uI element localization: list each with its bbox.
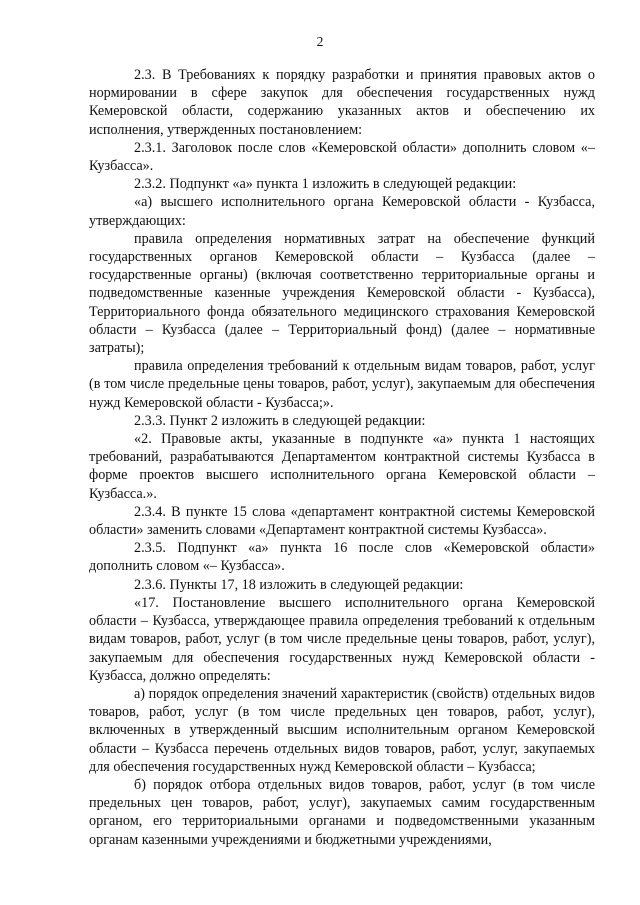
paragraph-point-2-text: «2. Правовые акты, указанные в подпункте «а» пункта 1 настоящих требований, разрабатываются Департаментом контрактной системы Кузбасса в форме проектов высшего исполнительного органа Кемеровской области – Кузбасса.». (89, 431, 595, 502)
paragraph-2-3-1: 2.3.1. Заголовок после слов «Кемеровской области» дополнить словом «– Кузбасса». (89, 139, 595, 175)
paragraph-point-17-a: а) порядок определения значений характеристик (свойств) отдельных видов товаров, работ, услуг (в том числе предельных цен товаров, работ, услуг), включенных в утвержденный высшим исполнительным органом Кемеровской области – Кузбасса перечень отдельных видов товаров, работ, услуг, закупаемых для обеспечения государственных нужд Кемеровской области – Кузбасса; (89, 685, 595, 775)
paragraph-2-3: 2.3. В Требованиях к порядку разработки и принятия правовых актов о нормировании в сфере закупок для обеспечения государственных нужд Кемеровской области, содержанию указанных актов и обеспечению их исполнения, утвержденных постановлением: (89, 67, 595, 138)
paragraph-point-17: «17. Постановление высшего исполнительного органа Кемеровской области – Кузбасса, утверждающее правила определения требований к отдельным видам товаров, работ, услуг (в том числе предельные цены товаров, работ, услуг), закупаемым для обеспечения государственных нужд Кемеровской области - Кузбасса, должно определять: (89, 594, 595, 684)
paragraph-normative-costs-rules: правила определения нормативных затрат на обеспечение функций государственных органов Кемеровской области – Кузбасса (далее – государственные органы) (включая соответственно территориальные органы и подведомственные казенные учреждения Кемеровской области - Кузбасса), Территориального фонда обязательного медицинского страхования Кемеровской области – Кузбасса (далее – Территориальный фонд) (далее – нормативные затраты); (89, 230, 595, 357)
paragraph-subpoint-a: «а) высшего исполнительного органа Кемеровской области - Кузбасса, утверждающих: (89, 194, 595, 229)
document-body (89, 66, 595, 849)
paragraph-point-17-b: б) порядок отбора отдельных видов товаров, работ, услуг (в том числе предельных цен товаров, работ, услуг), закупаемых самим государственным органом, его территориальными органами и подведомственными указанным органам казенными учреждениями и бюджетными учреждениями, (89, 776, 595, 848)
paragraph-2-3-4: 2.3.4. В пункте 15 слова «департамент контрактной системы Кемеровской области» заменить словами «Департамент контрактной системы Кузбасса». (89, 503, 595, 539)
page-number: 2 (316, 34, 324, 49)
paragraph-2-3-2: 2.3.2. Подпункт «а» пункта 1 изложить в следующей редакции: (134, 176, 517, 193)
paragraph-requirements-rules: правила определения требований к отдельным видам товаров, работ, услуг (в том числе предельные цены товаров, работ, услуг), закупаемым для обеспечения нужд Кемеровской области - Кузбасса;». (89, 358, 595, 411)
paragraph-2-3-5: 2.3.5. Подпункт «а» пункта 16 после слов «Кемеровской области» дополнить словом «– Кузбасса». (89, 540, 595, 575)
paragraph-2-3-6: 2.3.6. Пункты 17, 18 изложить в следующей редакции: (134, 576, 464, 593)
paragraph-2-3-3: 2.3.3. Пункт 2 изложить в следующей редакции: (134, 412, 426, 429)
